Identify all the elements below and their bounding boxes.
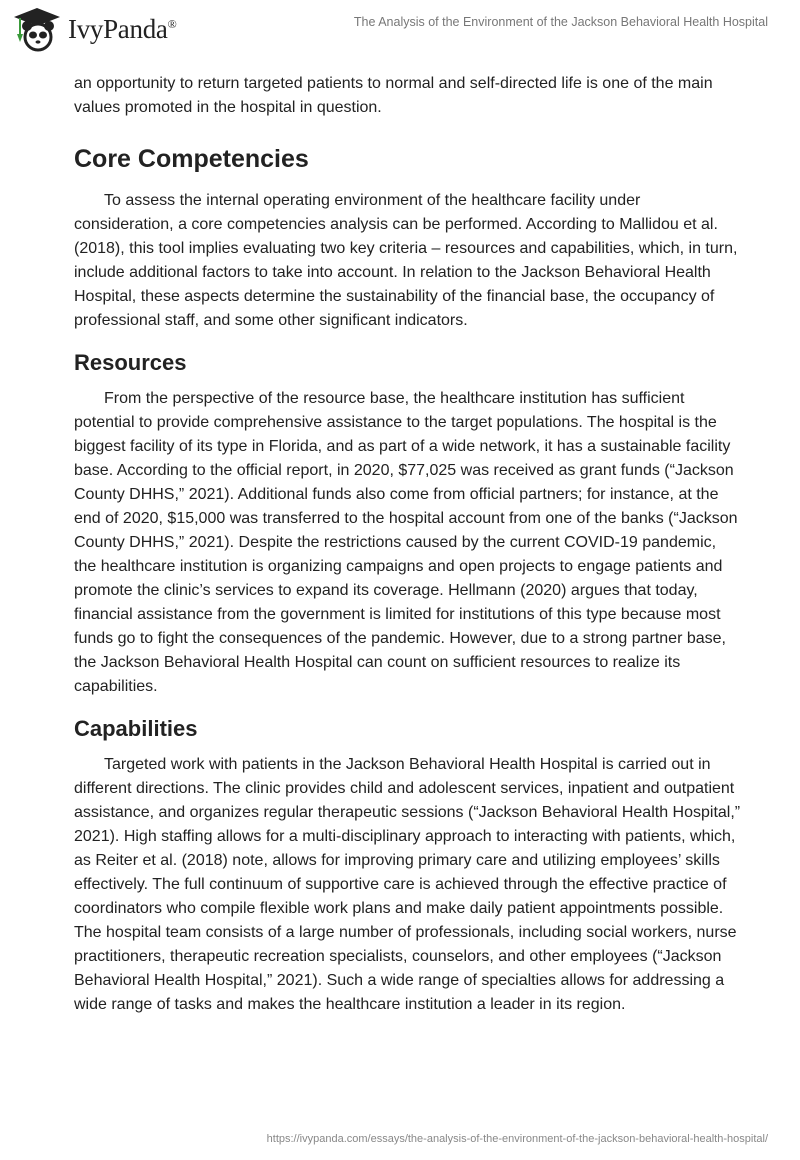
source-url[interactable]: https://ivypanda.com/essays/the-analysis-of-the-environment-of-the-jackson-behavioral-health-hospital/ <box>266 1133 768 1145</box>
intro-paragraph: an opportunity to return targeted patients to normal and self-directed life is one of the main values promoted in the hospital in question. <box>74 75 713 116</box>
resources-paragraph: From the perspective of the resource base, the healthcare institution has sufficient potential to provide comprehensive assistance to the target populations. The hospital is the biggest facility of its type in Florida, and as part of a wide network, it has a sustainable facility base. According to the official report, in 2020, $77,025 was received as grant funds (“Jackson County DHHS,” 2021). Additional funds also come from official partners; for instance, at the end of 2020, $15,000 was transferred to the hospital account from one of the banks (“Jackson County DHHS,” 2021). Despite the restrictions caused by the current COVID-19 pandemic, the healthcare institution is organizing campaigns and open projects to engage patients and promote the clinic’s services to expand its coverage. Hellmann (2020) argues that today, financial assistance from the government is limited for institutions of this type because most funds go to fight the consequences of the pandemic. However, due to a strong partner base, the Jackson Behavioral Health Hospital can count on sufficient resources to realize its capabilities. <box>74 390 738 695</box>
heading-resources: Resources <box>74 350 187 375</box>
heading-capabilities: Capabilities <box>74 716 198 741</box>
capabilities-paragraph: Targeted work with patients in the Jackson Behavioral Health Hospital is carried out in different directions. The clinic provides child and adolescent services, inpatient and outpatient assistance, and organizes regular therapeutic sessions (“Jackson Behavioral Health Hospital,” 2021). High staffing allows for a multi-disciplinary approach to interacting with patients, which, as Reiter et al. (2018) note, allows for improving primary care and utilizing employees’ skills effectively. The full continuum of supportive care is achieved through the effective practice of coordinators who compile flexible work plans and make daily patient appointments possible. The hospital team consists of a large number of professionals, including social workers, nurse practitioners, therapeutic recreation specialists, counselors, and other employees (“Jackson Behavioral Health Hospital,” 2021). Such a wide range of specialties allows for addressing a wide range of tasks and makes the healthcare institution a leader in its region. <box>74 756 741 1013</box>
essay-content <box>74 72 742 1017</box>
page-header <box>0 0 800 56</box>
core-paragraph: To assess the internal operating environment of the healthcare facility under consideration, a core competencies analysis can be performed. According to Mallidou et al. (2018), this tool implies evaluating two key criteria – resources and capabilities, which, in turn, include additional factors to take into account. In relation to the Jackson Behavioral Health Hospital, these aspects determine the sustainability of the financial base, the occupancy of professional staff, and some other significant indicators. <box>74 192 738 329</box>
heading-core-competencies: Core Competencies <box>74 145 309 173</box>
document-title: The Analysis of the Environment of the Jackson Behavioral Health Hospital <box>353 15 768 29</box>
ivypanda-logo[interactable] <box>12 6 176 52</box>
panda-graduate-icon <box>12 6 62 52</box>
logo-text: IvyPanda® <box>68 13 177 44</box>
